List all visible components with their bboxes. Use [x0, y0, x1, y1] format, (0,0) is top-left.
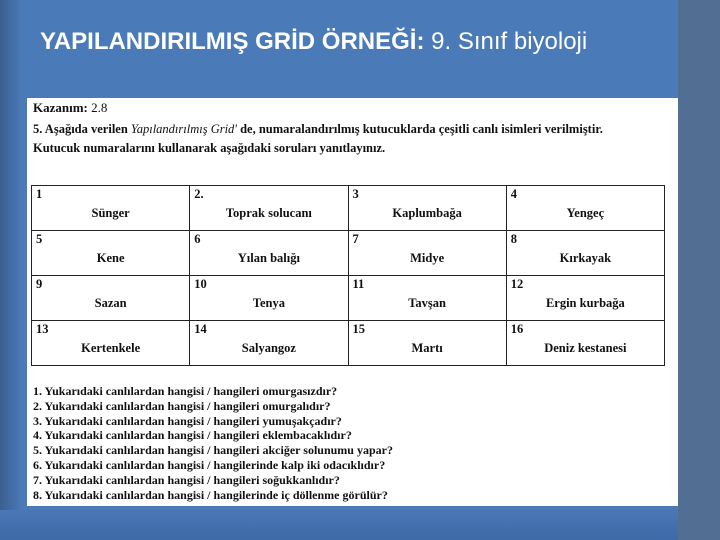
cell-name: Yengeç	[566, 206, 605, 220]
slide-title	[40, 26, 680, 58]
cell-number: 14	[194, 322, 207, 336]
cell-name: Midye	[410, 251, 445, 265]
grid-cell	[506, 231, 664, 276]
cell-name: Tenya	[252, 296, 285, 310]
cell-name: Sazan	[94, 296, 127, 310]
cell-name: Kertenkele	[81, 341, 141, 355]
grid-cell	[190, 231, 348, 276]
grid-cell	[32, 321, 190, 366]
cell-number: 6	[194, 232, 201, 246]
grid-cell	[348, 276, 506, 321]
grid-row	[32, 321, 665, 366]
cell-name: Sünger	[91, 206, 130, 220]
kazanim-value: 2.8	[87, 100, 108, 115]
grid-cell	[348, 186, 506, 231]
cell-number: 2.	[194, 187, 204, 201]
instruction-italic: Yapılandırılmış Grid'	[130, 122, 237, 136]
cell-name: Deniz kestanesi	[544, 341, 627, 355]
grid-cell	[506, 321, 664, 366]
cell-name: Tavşan	[408, 296, 446, 310]
grid-row	[32, 186, 665, 231]
question-item: 8. Yukarıdaki canlılardan hangisi / hangilerinde iç döllenme görülür?	[33, 487, 388, 502]
grid-cell	[348, 321, 506, 366]
instruction-post: de, numaralandırılmış kutucuklarda çeşitli canlı isimleri verilmiştir. Kutucuk numaralarını kullanarak aşağıdaki soruları yanıtlayınız.	[33, 122, 603, 155]
cell-number: 15	[352, 322, 365, 336]
grid-cell	[190, 276, 348, 321]
grid-cell	[348, 231, 506, 276]
cell-number: 7	[352, 232, 359, 246]
cell-number: 4	[510, 187, 517, 201]
cell-name: Toprak solucanı	[225, 206, 312, 220]
cell-number: 10	[194, 277, 207, 291]
question-item: 1. Yukarıdaki canlılardan hangisi / hangileri omurgasızdır?	[33, 384, 338, 398]
instruction-pre: 5. Aşağıda verilen	[33, 122, 131, 136]
grid-cell	[32, 186, 190, 231]
structured-grid	[31, 185, 665, 366]
kazanim-label: Kazanım:	[33, 100, 88, 115]
cell-name: Kaplumbağa	[392, 206, 462, 220]
question-item: 3. Yukarıdaki canlılardan hangisi / hangileri yumuşakçadır?	[33, 413, 342, 428]
cell-number: 12	[510, 277, 524, 291]
cell-number: 3	[352, 187, 359, 201]
grid-cell	[190, 321, 348, 366]
cell-number: 11	[352, 277, 365, 291]
cell-name: Ergin kurbağa	[545, 296, 625, 310]
question-item: 5. Yukarıdaki canlılardan hangisi / hangileri akciğer solunumu yapar?	[33, 443, 393, 458]
slide-left-shade	[0, 0, 22, 540]
cell-name: Yılan balığı	[237, 251, 300, 265]
question-item: 6. Yukarıdaki canlılardan hangisi / hangilerinde kalp iki odacıklıdır?	[33, 457, 386, 472]
cell-number: 1	[36, 187, 43, 201]
cell-number: 9	[36, 277, 43, 291]
cell-name: Kene	[96, 251, 125, 265]
grid-row	[32, 231, 665, 276]
grid-row	[32, 276, 665, 321]
cell-name: Martı	[411, 341, 443, 355]
cell-number: 5	[36, 232, 43, 246]
grid-cell	[32, 276, 190, 321]
kazanim-line	[33, 100, 107, 116]
slide-bottom-band	[0, 510, 720, 540]
question-list	[33, 384, 393, 502]
question-item: 7. Yukarıdaki canlılardan hangisi / hangileri soğukkanlıdır?	[33, 472, 340, 487]
instruction-text	[33, 120, 633, 158]
cell-number: 13	[36, 322, 49, 336]
cell-number: 16	[510, 322, 524, 336]
cell-number: 8	[510, 232, 517, 246]
grid-cell	[506, 276, 664, 321]
worksheet-image	[27, 98, 678, 506]
question-item: 2. Yukarıdaki canlılardan hangisi / hangileri omurgalıdır?	[33, 398, 331, 413]
slide-title-rest: 9. Sınıf biyoloji	[424, 28, 588, 55]
grid-cell	[190, 186, 348, 231]
cell-name: Salyangoz	[241, 341, 296, 355]
question-item: 4. Yukarıdaki canlılardan hangisi / hangileri eklembacaklıdır?	[33, 428, 352, 443]
grid-cell	[32, 231, 190, 276]
slide-right-band	[678, 0, 720, 540]
slide-title-bold: YAPILANDIRILMIŞ GRİD ÖRNEĞİ:	[40, 28, 425, 55]
cell-name: Kırkayak	[559, 251, 612, 265]
grid-cell	[506, 186, 664, 231]
